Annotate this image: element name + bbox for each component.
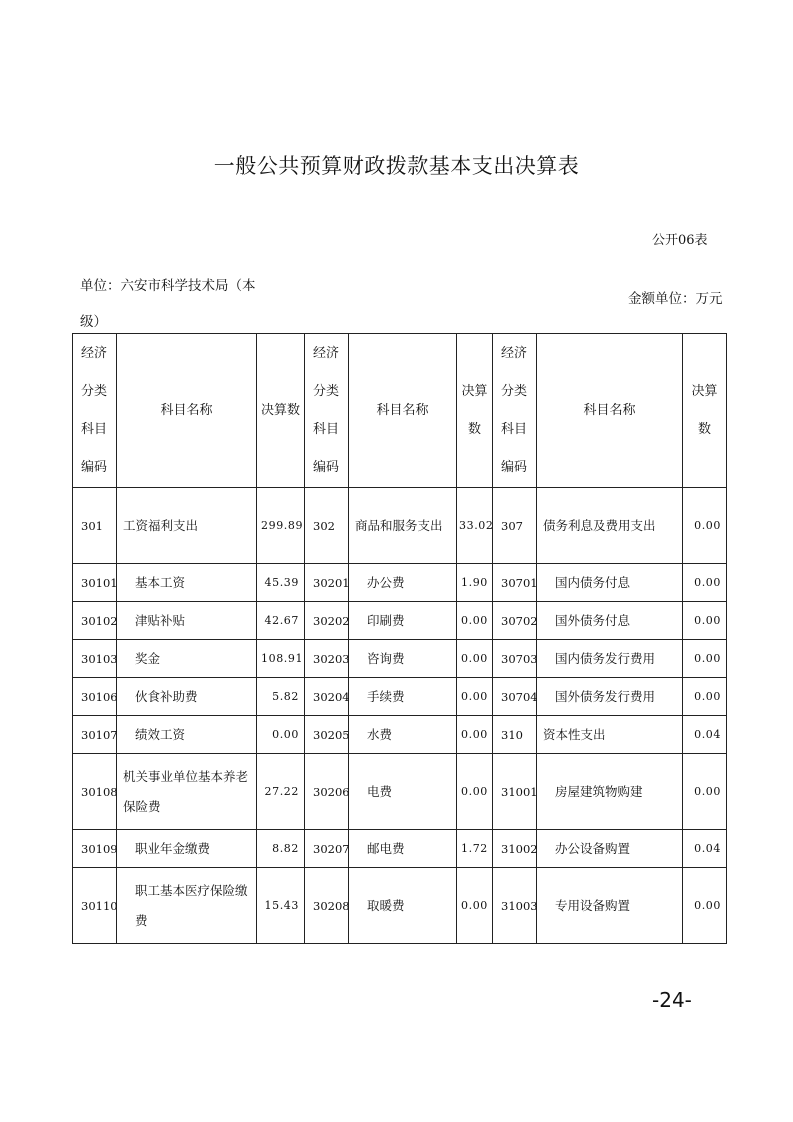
name-cell: 绩效工资 — [117, 716, 257, 754]
amount-cell: 0.00 — [257, 716, 305, 754]
name-cell: 津贴补贴 — [117, 602, 257, 640]
table-row — [73, 716, 727, 754]
name-cell: 资本性支出 — [537, 716, 683, 754]
code-cell: 30208 — [305, 868, 349, 944]
header-name-1: 科目名称 — [117, 334, 257, 488]
amount-cell: 108.91 — [257, 640, 305, 678]
code-cell: 30702 — [493, 602, 537, 640]
form-number: 公开06表 — [652, 233, 708, 248]
name-cell: 国外债务发行费用 — [537, 678, 683, 716]
code-cell: 30110 — [73, 868, 117, 944]
code-cell: 31002 — [493, 830, 537, 868]
amount-cell: 0.00 — [457, 602, 493, 640]
amount-cell: 0.00 — [683, 868, 727, 944]
code-cell: 30701 — [493, 564, 537, 602]
name-cell: 职业年金缴费 — [117, 830, 257, 868]
code-cell: 301 — [73, 488, 117, 564]
code-cell: 307 — [493, 488, 537, 564]
code-cell: 30201 — [305, 564, 349, 602]
name-cell: 电费 — [349, 754, 457, 830]
table-row — [73, 564, 727, 602]
code-cell: 302 — [305, 488, 349, 564]
header-amount-2: 决算数 — [457, 334, 493, 488]
name-cell: 奖金 — [117, 640, 257, 678]
name-cell: 国外债务付息 — [537, 602, 683, 640]
code-cell: 30203 — [305, 640, 349, 678]
amount-cell: 0.00 — [683, 678, 727, 716]
table-row — [73, 830, 727, 868]
amount-cell: 0.00 — [457, 640, 493, 678]
code-cell: 30108 — [73, 754, 117, 830]
code-cell: 30102 — [73, 602, 117, 640]
table-row — [73, 868, 727, 944]
name-cell: 国内债务发行费用 — [537, 640, 683, 678]
code-cell: 30206 — [305, 754, 349, 830]
name-cell: 债务利息及费用支出 — [537, 488, 683, 564]
code-cell: 30204 — [305, 678, 349, 716]
amount-cell: 0.00 — [457, 678, 493, 716]
code-cell: 30107 — [73, 716, 117, 754]
name-cell: 伙食补助费 — [117, 678, 257, 716]
name-cell: 专用设备购置 — [537, 868, 683, 944]
header-code-1: 经济分类科目编码 — [73, 334, 117, 488]
name-cell: 办公费 — [349, 564, 457, 602]
amount-cell: 0.04 — [683, 830, 727, 868]
name-cell: 商品和服务支出 — [349, 488, 457, 564]
code-cell: 31001 — [493, 754, 537, 830]
code-cell: 30205 — [305, 716, 349, 754]
header-name-3: 科目名称 — [537, 334, 683, 488]
name-cell: 取暖费 — [349, 868, 457, 944]
code-cell: 310 — [493, 716, 537, 754]
amount-cell: 0.00 — [683, 754, 727, 830]
code-cell: 30202 — [305, 602, 349, 640]
name-cell: 房屋建筑物购建 — [537, 754, 683, 830]
header-code-2: 经济分类科目编码 — [305, 334, 349, 488]
header-amount-1: 决算数 — [257, 334, 305, 488]
name-cell: 办公设备购置 — [537, 830, 683, 868]
code-cell: 30207 — [305, 830, 349, 868]
name-cell: 咨询费 — [349, 640, 457, 678]
name-cell: 邮电费 — [349, 830, 457, 868]
code-cell: 30106 — [73, 678, 117, 716]
amount-cell: 0.00 — [683, 602, 727, 640]
amount-cell: 33.02 — [457, 488, 493, 564]
table-row — [73, 754, 727, 830]
header-name-2: 科目名称 — [349, 334, 457, 488]
amount-cell: 0.00 — [683, 640, 727, 678]
code-cell: 31003 — [493, 868, 537, 944]
page-number: -24- — [652, 988, 692, 1012]
amount-cell: 5.82 — [257, 678, 305, 716]
table-row — [73, 640, 727, 678]
code-cell: 30703 — [493, 640, 537, 678]
code-cell: 30103 — [73, 640, 117, 678]
name-cell: 印刷费 — [349, 602, 457, 640]
code-cell: 30101 — [73, 564, 117, 602]
name-cell: 基本工资 — [117, 564, 257, 602]
unit-label: 单位：六安市科学技术局（本级） — [80, 278, 256, 330]
header-amount-3: 决算数 — [683, 334, 727, 488]
page-title: 一般公共预算财政拨款基本支出决算表 — [213, 154, 580, 178]
amount-cell: 45.39 — [257, 564, 305, 602]
table-row — [73, 678, 727, 716]
table-row — [73, 602, 727, 640]
amount-cell: 0.00 — [457, 716, 493, 754]
name-cell: 职工基本医疗保险缴费 — [117, 868, 257, 944]
table-row — [73, 488, 727, 564]
name-cell: 机关事业单位基本养老保险费 — [117, 754, 257, 830]
amount-unit: 金额单位：万元 — [628, 291, 723, 307]
code-cell: 30704 — [493, 678, 537, 716]
amount-cell: 299.89 — [257, 488, 305, 564]
amount-cell: 0.00 — [683, 488, 727, 564]
header-row — [73, 334, 727, 488]
code-cell: 30109 — [73, 830, 117, 868]
name-cell: 工资福利支出 — [117, 488, 257, 564]
amount-cell: 15.43 — [257, 868, 305, 944]
header-code-3: 经济分类科目编码 — [493, 334, 537, 488]
name-cell: 国内债务付息 — [537, 564, 683, 602]
amount-cell: 0.00 — [457, 754, 493, 830]
amount-cell: 0.00 — [683, 564, 727, 602]
amount-cell: 1.72 — [457, 830, 493, 868]
amount-cell: 0.00 — [457, 868, 493, 944]
amount-cell: 8.82 — [257, 830, 305, 868]
name-cell: 手续费 — [349, 678, 457, 716]
amount-cell: 42.67 — [257, 602, 305, 640]
name-cell: 水费 — [349, 716, 457, 754]
amount-cell: 27.22 — [257, 754, 305, 830]
budget-table — [72, 333, 727, 944]
amount-cell: 0.04 — [683, 716, 727, 754]
amount-cell: 1.90 — [457, 564, 493, 602]
